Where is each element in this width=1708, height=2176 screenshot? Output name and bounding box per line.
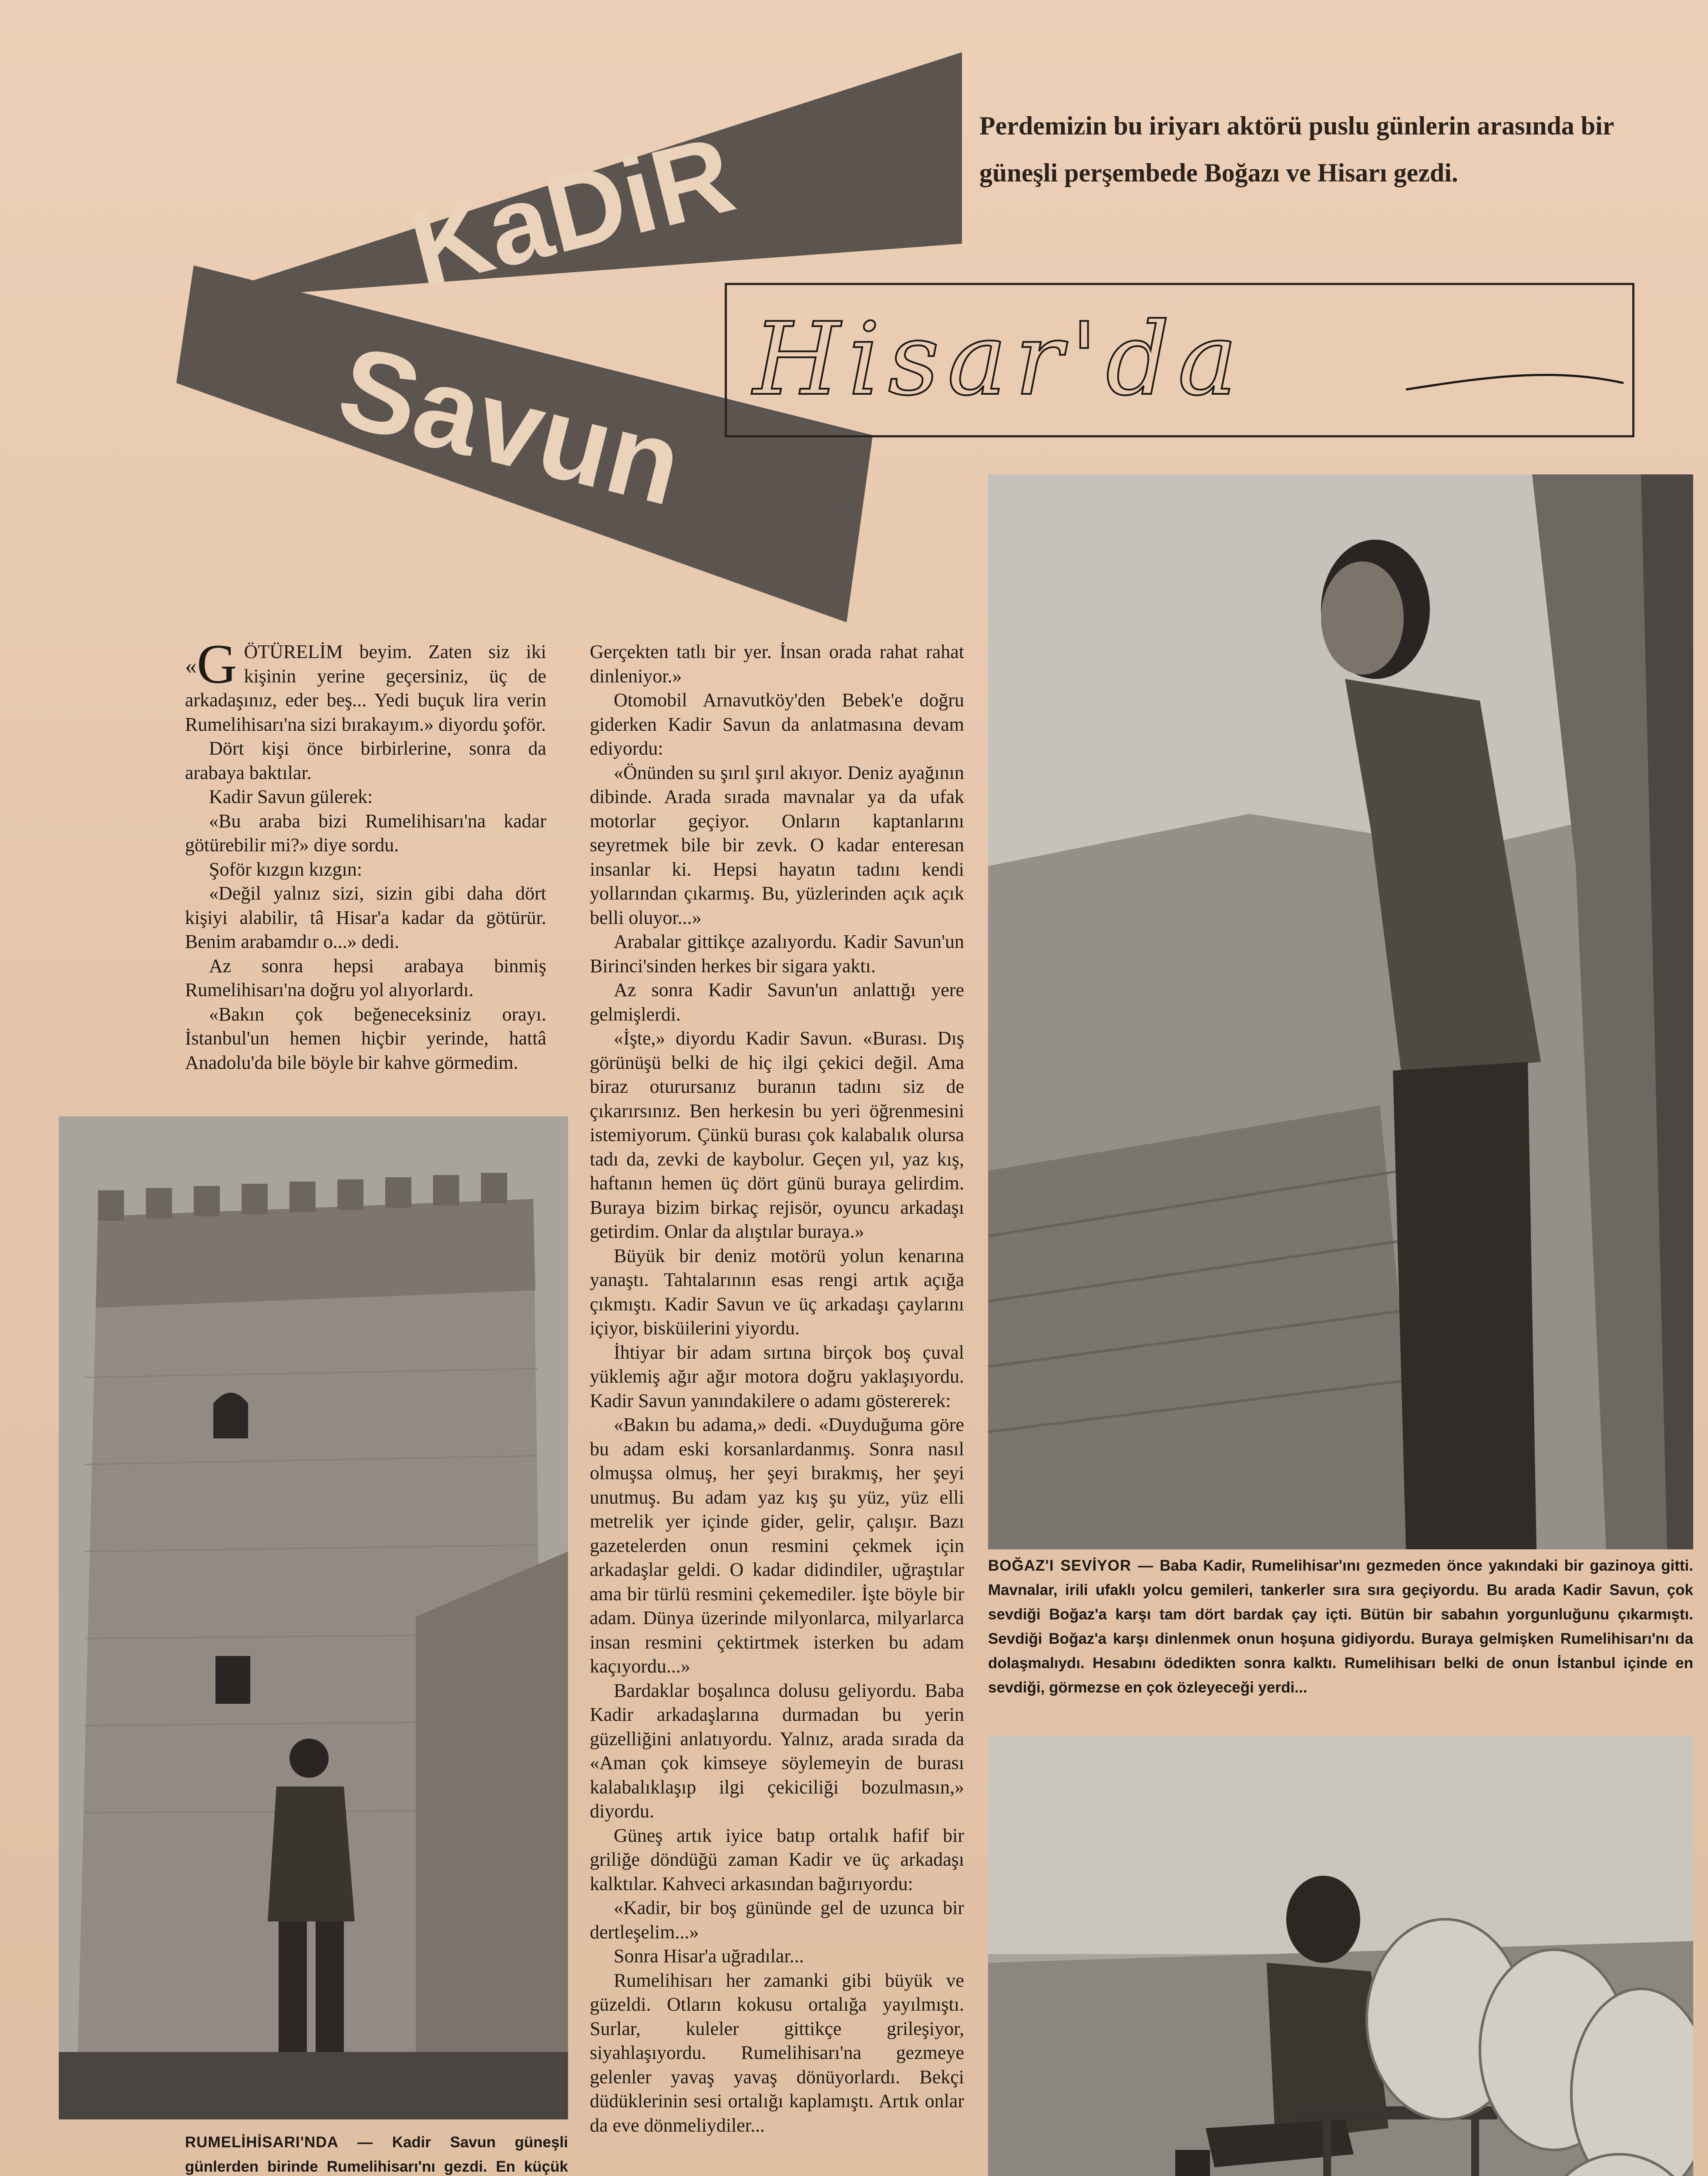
paragraph: «İşte,» diyordu Kadir Savun. «Burası. Dış görünüşü belki de hiç ilgi çekici değil. Ama biraz oturursanız buranın tadını siz de çıkarırsınız. Ben herkesin bu yeri öğrenmesini istemiyorum. Çünkü burası çok kalabalık olursa tadı da, zevki de kaybolur. Geçen yıl, yaz kış, haftanın hemen üç dört günü buraya gelirdim. Buraya bizim birkaç rejisör, oyuncu arkadaşı getirdim. Onlar da alıştılar buraya.» (590, 1028, 964, 1242)
drop-cap: G (197, 633, 237, 695)
paragraph: «Önünden su şırıl şırıl akıyor. Deniz ayağının dibinde. Arada sırada mavnalar ya da ufak motorlar geçiyor. Onların kaptanlarını seyretmek bile bir zevk. O kadar enteresan insanlar ki. Hepsi hayatın tadını kendi yollarından çıkarmış. Bu, yüzlerinden açık açık belli oluyor...» (590, 762, 964, 928)
caption-text: Baba Kadir, Rumelihisar'ını gezmeden önce yakındaki bir gazinoya gitti. Mavnalar, irili ufaklı yolcu gemileri, tankerler sıra sıra geçiyordu. Bu arada Kadir Savun, çok sevdiği Boğaz'a karşı tam dört bardak çay içti. Bütün bir sabahın yorgunluğunu çıkarmıştı. Sevdiği Boğaz'a karşı dinlenmek onun hoşuna gidiyordu. Buraya gelmişken Rumelihisarı'nı da dolaşmalıydı. Hesabını ödedikten sonra kalktı. Rumelihisarı belki de onun İstanbul içinde en sevdiği, görmezse en çok özleyeceği yerdi... (988, 1557, 1694, 1696)
paragraph: Bardaklar boşalınca dolusu geliyordu. Baba Kadir arkadaşlarına durmadan bu yerin güzelliğini anlatıyordu. Yalnız, arada sırada da «Aman çok kimseye söylemeyin de burası kalabalıklaşıp ilgi çekiciliği bozulmasın,» diyordu. (590, 1679, 964, 1822)
paragraph: «Bakın çok beğeneceksiniz orayı. İstanbul'un hemen hiçbir yerinde, hattâ Anadolu'da bile böyle bir kahve görmedim. (185, 1003, 546, 1073)
photo-man-seated-by-baskets (988, 1736, 1693, 2176)
paragraph: İhtiyar bir adam sırtına birçok boş çuval yüklemiş ağır ağır motora doğru yaklaşıyordu. Kadir Savun yanındakilere o adamı göstererek: (590, 1341, 964, 1411)
photo-man-overlooking (988, 474, 1693, 1549)
subtitle-box (725, 283, 1634, 437)
caption-text: Kadir Savun güneşli günlerden birinde Rumelihisarı'nı gezdi. En küçük (185, 2134, 568, 2175)
paragraph: «Bakın bu adama,» dedi. «Duyduğuma göre bu adam eski korsanlardanmış. Sonra nasıl olmuşsa olmuş, her şeyi bırakmış, her şeyi unutmuş. Bu adam yaz kış şu yüz, yüz elli metrelik yer içinde gider, gelir, çalışır. Bazı gazetelerden onun resmini çekmek için arkadaşlar geldi. O kadar didindiler, uğraştılar ama bir türlü resmini çekemediler. İşte böyle bir adam. Dünya üzerinde milyonlarca, milyarlarca insan resmini çektirtmek isterken bu adam kaçıyordu...» (590, 1414, 964, 1677)
paragraph: Büyük bir deniz motörü yolun kenarına yanaştı. Tahtalarının esas rengi artık açığa çıkmıştı. Kadir Savun ve üç arkadaşı çaylarını içiyor, bisküilerini yiyordu. (590, 1245, 964, 1339)
paragraph: Sonra Hisar'a uğradılar... (614, 1945, 804, 1967)
subtitle-script: Hisar'da (753, 302, 1245, 418)
paragraph: Arabalar gittikçe azalıyordu. Kadir Savun'un Birinci'sinden herkes bir sigara yaktı. (590, 931, 964, 977)
caption-title: RUMELİHİSARI'NDA — (185, 2134, 373, 2151)
paragraph: «Kadir, bir boş gününde gel de uzunca bir dertleşelim...» (590, 1897, 964, 1943)
title-line1: KaDiR (398, 113, 745, 310)
title-line2: Savun (327, 321, 694, 530)
paragraph: «Değil yalnız sizi, sizin gibi daha dört kişiyi alabilir, tâ Hisar'a kadar da götürür. Benim arabamdır o...» dedi. (185, 883, 546, 952)
deck-text: Perdemizin bu iriyarı aktörü puslu günlerin arasında bir güneşli perşembede Boğazı ve Hisarı gezdi. (979, 111, 1614, 187)
caption-rumelihisarinda (185, 2130, 568, 2176)
caption-bogazi-seviyor (988, 1554, 1693, 1700)
paragraph: ÖTÜRELİM beyim. Zaten siz iki kişinin yerine geçersiniz, üç de arkadaşınız, eder beş... Yedi buçuk lira verin Rumelihisarı'na sizi bırakayım.» diyordu şoför. (185, 641, 546, 735)
paragraph: Şoför kızgın kızgın: (209, 858, 362, 880)
paragraph: «Bu araba bizi Rumelihisarı'na kadar götürebilir mi?» diye sordu. (185, 810, 546, 856)
photo-rumelihisari-tower (59, 1116, 568, 2119)
paragraph: Gerçekten tatlı bir yer. İnsan orada rahat rahat dinleniyor.» (590, 641, 964, 687)
article-column-2 (590, 640, 964, 2137)
paragraph: Az sonra Kadir Savun'un anlattığı yere gelmişlerdi. (590, 979, 964, 1025)
paragraph: Kadir Savun gülerek: (209, 786, 373, 807)
paragraph: Dört kişi önce birbirlerine, sonra da arabaya baktılar. (185, 738, 546, 783)
opening-paragraph (185, 633, 546, 736)
paragraph: Otomobil Arnavutköy'den Bebek'e doğru giderken Kadir Savun da anlatmasına devam ediyordu: (590, 689, 964, 759)
caption-title: BOĞAZ'I SEVİYOR — (988, 1557, 1154, 1574)
paragraph: Az sonra hepsi arabaya binmiş Rumelihisarı'na doğru yol alıyorlardı. (185, 955, 546, 1001)
paragraph: Rumelihisarı her zamanki gibi büyük ve güzeldi. Otların kokusu ortalığa yayılmıştı. Surlar, kuleler gittikçe grileşiyor, siyahlaşıyordu. Rumelihisarı'na gezmeye gelenler yavaş yavaş dönüyorlardı. Bekçi düdüklerinin sesi ortalığı kaplamıştı. Artık onlar da eve dönmeliydiler... (590, 1969, 964, 2136)
paragraph: Güneş artık iyice batıp ortalık hafif bir griliğe döndüğü zaman Kadir ve üç arkadaşı kalktılar. Kahveci arkasından bağırıyordu: (590, 1824, 964, 1894)
opening-quote: « (185, 653, 197, 679)
article-column-1 (185, 633, 546, 1075)
